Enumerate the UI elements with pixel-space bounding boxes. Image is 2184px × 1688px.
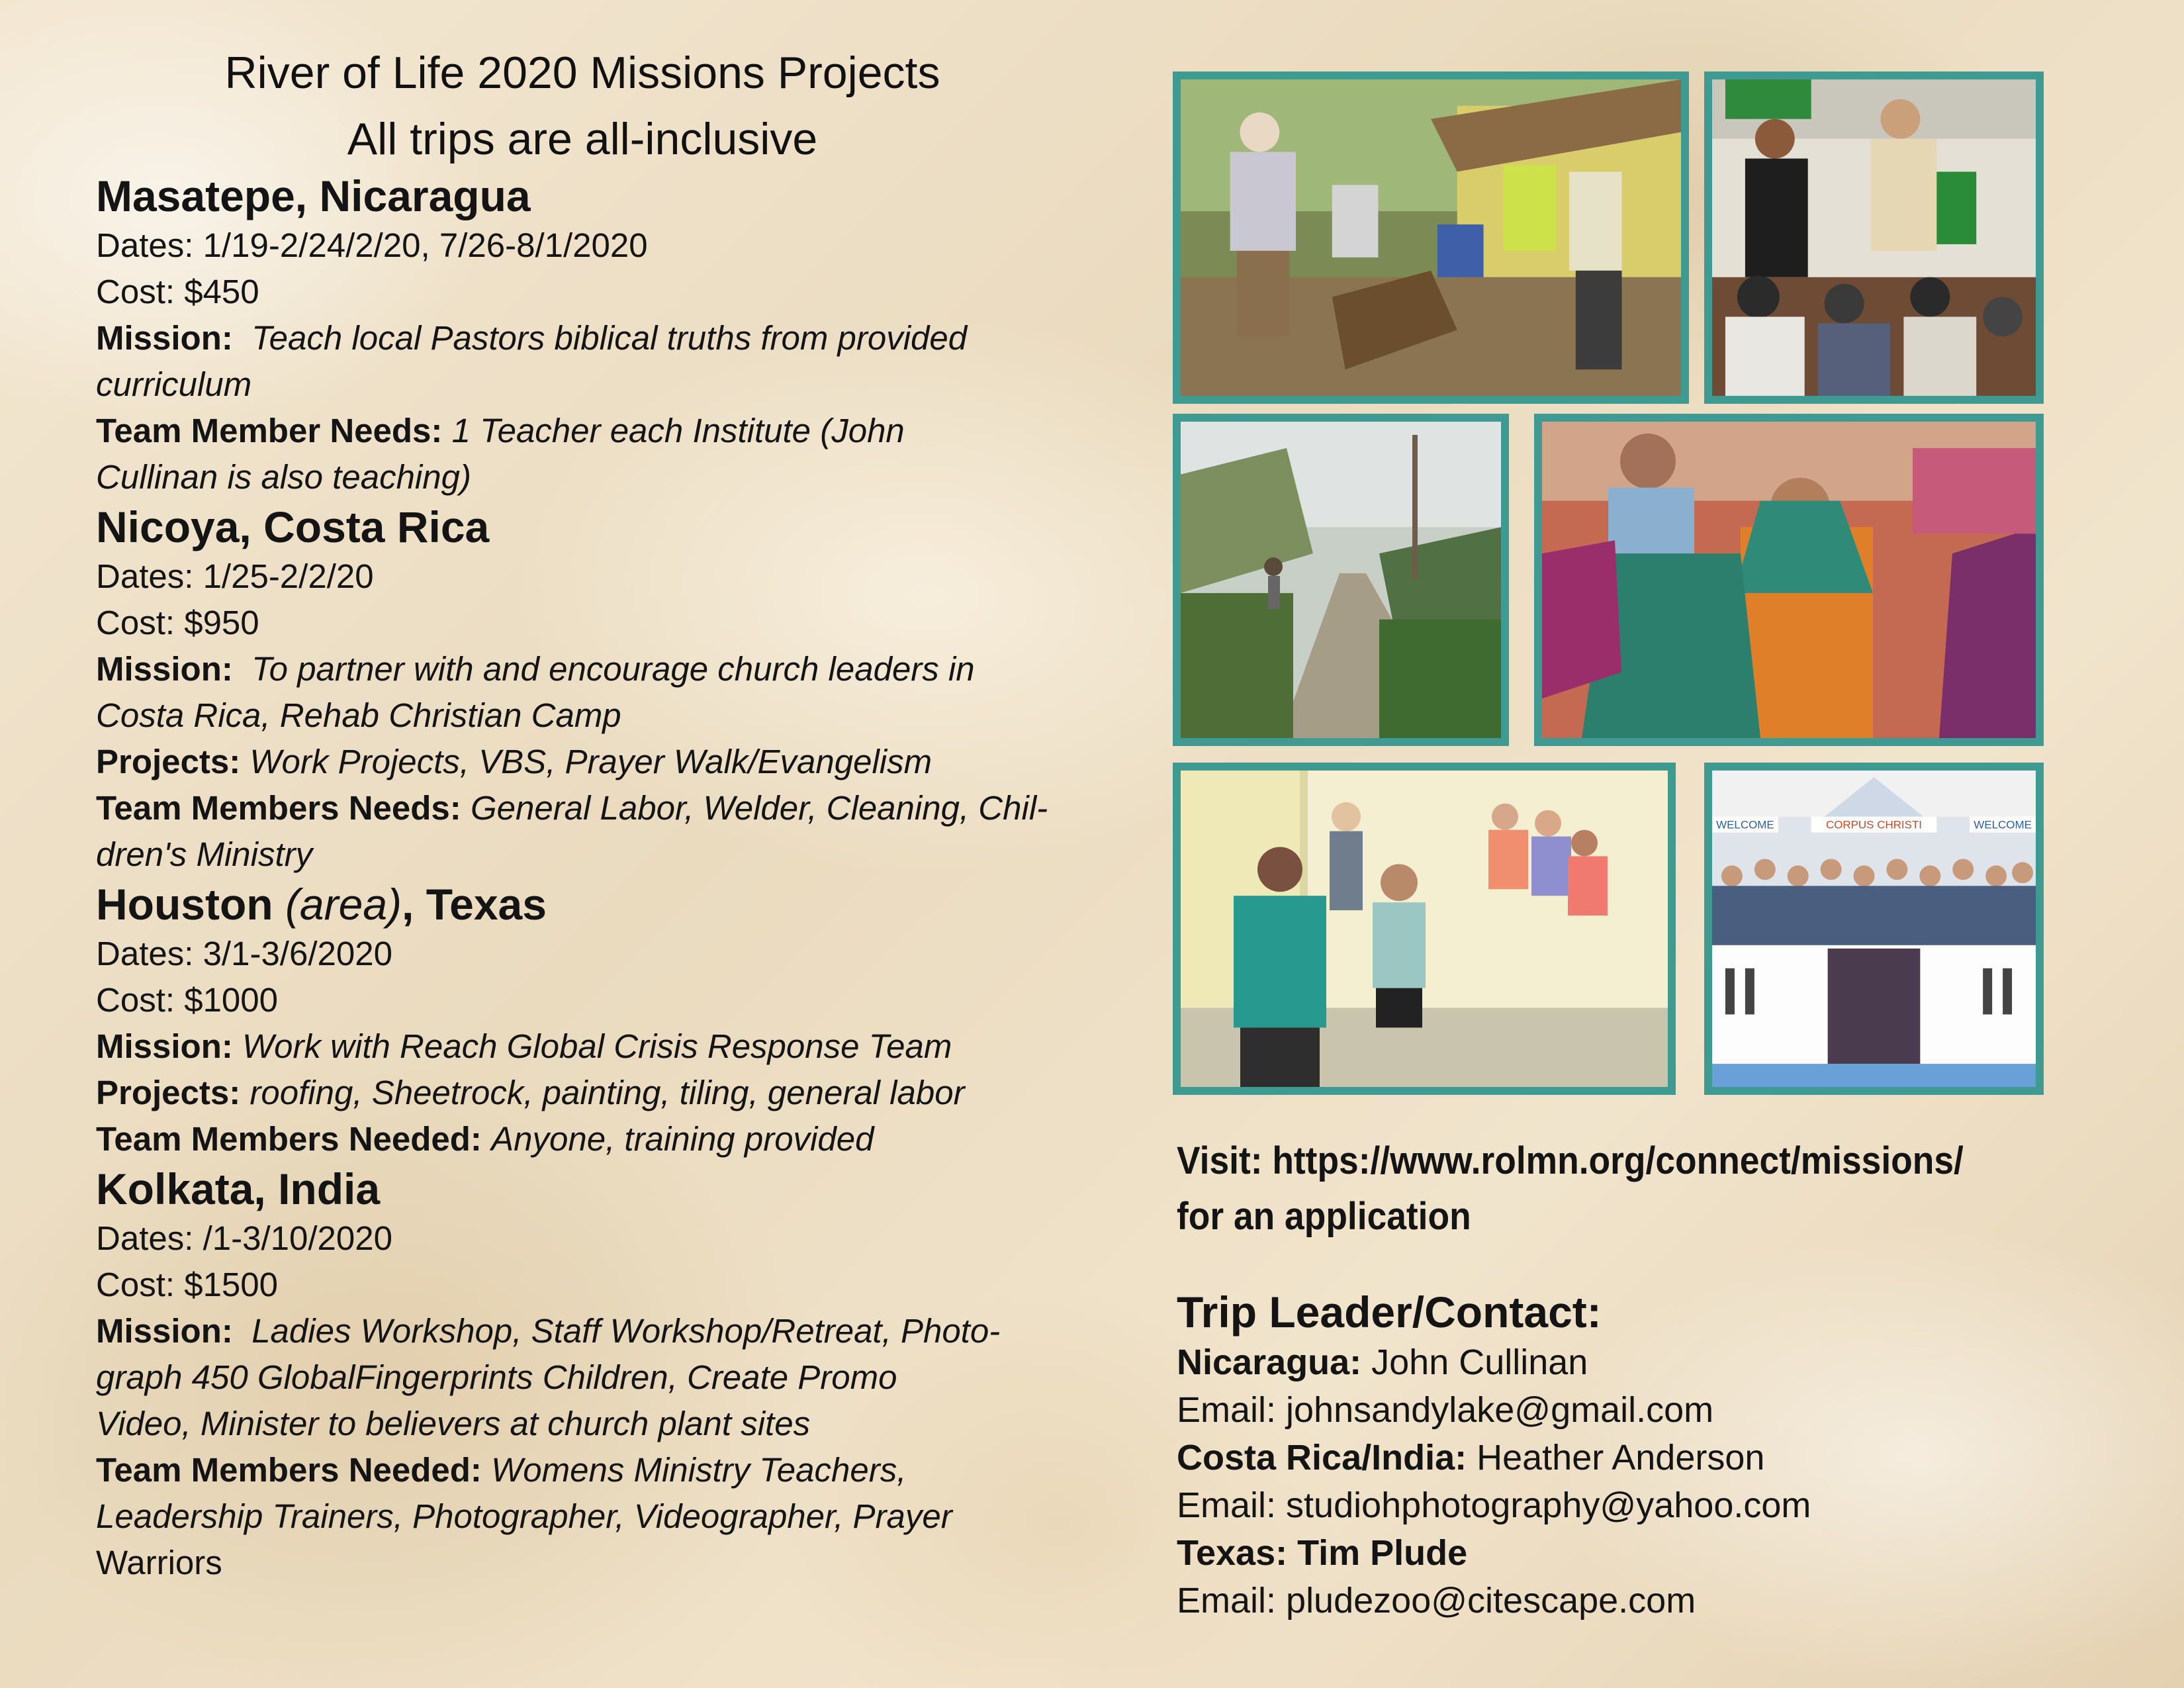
visit-url-line[interactable]: Visit: https://www.rolmn.org/connect/missions/ bbox=[1177, 1139, 1964, 1182]
needs-text: General Labor, Welder, Cleaning, Chil- bbox=[470, 789, 1048, 827]
photo-village-path bbox=[1173, 414, 1509, 746]
contact-email-costa-rica[interactable]: Email: studiohphotography@yahoo.com bbox=[1177, 1485, 1811, 1525]
mission-label: Mission: bbox=[96, 319, 233, 357]
trip-dates: Dates: 1/19-2/24/2/20, 7/26-8/1/2020 bbox=[96, 226, 648, 264]
visit-info bbox=[1177, 1133, 2136, 1244]
page-subtitle: All trips are all-inclusive bbox=[347, 114, 818, 164]
contact-label: Nicaragua: bbox=[1177, 1342, 1362, 1382]
sign-welcome-left: WELCOME bbox=[1716, 818, 1774, 831]
needs-text-cont: Leadership Trainers, Photographer, Videographer, Prayer bbox=[96, 1497, 952, 1535]
contact-name: John Cullinan bbox=[1371, 1342, 1588, 1382]
mission-text: Ladies Workshop, Staff Workshop/Retreat, Photo- bbox=[251, 1312, 1001, 1350]
trip-costa-rica bbox=[96, 500, 1128, 878]
trip-mission bbox=[96, 1023, 1128, 1070]
trip-cost: Cost: $950 bbox=[96, 604, 259, 641]
trip-location: Masatepe, Nicaragua bbox=[96, 171, 531, 220]
needs-label: Team Members Needs: bbox=[96, 789, 461, 827]
mission-label: Mission: bbox=[96, 650, 233, 688]
contact-texas bbox=[1177, 1529, 2136, 1577]
mission-text-cont: Video, Minister to believers at church plant sites bbox=[96, 1405, 811, 1442]
trip-location: Kolkata, India bbox=[96, 1164, 381, 1213]
trip-dates: Dates: 3/1-3/6/2020 bbox=[96, 935, 392, 972]
needs-text: 1 Teacher each Institute (John bbox=[451, 412, 905, 449]
photo-women-praying bbox=[1534, 414, 2044, 746]
trip-cost: Cost: $1000 bbox=[96, 981, 279, 1019]
trip-cost: Cost: $450 bbox=[96, 273, 259, 310]
contact-email-texas[interactable]: Email: pludezoo@citescape.com bbox=[1177, 1581, 1696, 1620]
mission-text: To partner with and encourage church leaders in bbox=[251, 650, 975, 688]
sign-welcome-right: WELCOME bbox=[1974, 818, 2032, 831]
trip-projects bbox=[96, 739, 1128, 785]
trip-mission bbox=[96, 1308, 1128, 1354]
trip-needs bbox=[96, 785, 1128, 831]
mission-text-cont: curriculum bbox=[96, 365, 252, 403]
trip-needs bbox=[96, 408, 1128, 454]
needs-text-cont: Warriors bbox=[96, 1544, 222, 1581]
mission-text-cont: graph 450 GlobalFingerprints Children, Create Promo bbox=[96, 1358, 897, 1396]
contact-email-nicaragua[interactable]: Email: johnsandylake@gmail.com bbox=[1177, 1390, 1714, 1430]
projects-text: Work Projects, VBS, Prayer Walk/Evangelism bbox=[250, 743, 933, 780]
photo-pastors-teaching bbox=[1704, 71, 2044, 404]
mission-text: Work with Reach Global Crisis Response Team bbox=[242, 1027, 952, 1065]
needs-text: Anyone, training provided bbox=[491, 1120, 874, 1158]
sign-corpus-christi: CORPUS CHRISTI bbox=[1825, 818, 1923, 831]
needs-label: Team Members Needed: bbox=[96, 1451, 482, 1489]
page-title: River of Life 2020 Missions Projects bbox=[224, 48, 940, 98]
contact-label: Texas: Tim Plude bbox=[1177, 1533, 1468, 1573]
projects-label: Projects: bbox=[96, 743, 241, 780]
contact-label: Costa Rica/India: bbox=[1177, 1438, 1467, 1477]
trip-dates: Dates: /1-3/10/2020 bbox=[96, 1219, 392, 1257]
location-area: (area) bbox=[285, 880, 402, 929]
mission-text: Teach local Pastors biblical truths from provided bbox=[251, 319, 968, 357]
trip-texas bbox=[96, 878, 1128, 1162]
trip-india bbox=[96, 1162, 1128, 1586]
location-city: Houston bbox=[96, 880, 285, 929]
contacts-title: Trip Leader/Contact: bbox=[1177, 1288, 1602, 1336]
visit-application-line: for an application bbox=[1177, 1195, 1471, 1238]
contact-name: Heather Anderson bbox=[1477, 1438, 1765, 1477]
needs-text-cont: dren's Ministry bbox=[96, 835, 313, 873]
trip-needs bbox=[96, 1447, 1128, 1493]
trip-mission bbox=[96, 646, 1128, 692]
projects-label: Projects: bbox=[96, 1074, 241, 1111]
trip-location bbox=[96, 878, 1128, 931]
photo-vbs-group bbox=[1704, 763, 2044, 1095]
mission-label: Mission: bbox=[96, 1027, 233, 1065]
contacts-section bbox=[1177, 1286, 2136, 1624]
trip-nicaragua bbox=[96, 169, 1128, 500]
trip-location: Nicoya, Costa Rica bbox=[96, 502, 490, 551]
contact-nicaragua bbox=[1177, 1338, 2136, 1386]
trips-column bbox=[96, 40, 1128, 1586]
projects-text: roofing, Sheetrock, painting, tiling, general labor bbox=[250, 1074, 965, 1111]
trip-needs bbox=[96, 1116, 1128, 1162]
trip-projects bbox=[96, 1070, 1128, 1116]
mission-label: Mission: bbox=[96, 1312, 233, 1350]
contact-costa-rica-india bbox=[1177, 1434, 2136, 1481]
mission-text-cont: Costa Rica, Rehab Christian Camp bbox=[96, 696, 621, 734]
needs-label: Team Members Needed: bbox=[96, 1120, 482, 1158]
needs-text: Womens Ministry Teachers, bbox=[491, 1451, 907, 1489]
location-state: , Texas bbox=[402, 880, 547, 929]
trip-cost: Cost: $1500 bbox=[96, 1266, 279, 1303]
photo-painting-team bbox=[1173, 763, 1676, 1095]
page-header bbox=[96, 40, 1069, 172]
trip-mission bbox=[96, 315, 1128, 361]
photo-work-crew bbox=[1173, 71, 1689, 404]
needs-label: Team Member Needs: bbox=[96, 412, 443, 449]
trip-dates: Dates: 1/25-2/2/20 bbox=[96, 557, 374, 595]
needs-text-cont: Cullinan is also teaching) bbox=[96, 458, 471, 496]
